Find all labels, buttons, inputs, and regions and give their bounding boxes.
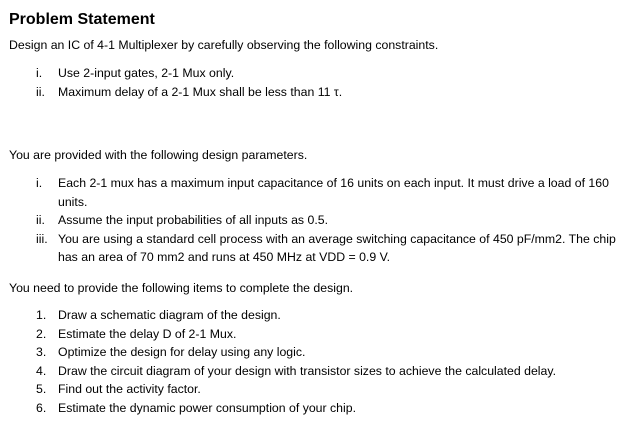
- list-marker: i.: [36, 176, 43, 190]
- list-marker: 1.: [36, 308, 47, 322]
- list-marker: iii.: [36, 231, 48, 246]
- list-item-text: Use 2-input gates, 2-1 Mux only.: [58, 66, 235, 80]
- constraints-list: [0, 64, 628, 101]
- list-item: [0, 211, 628, 230]
- list-item: [0, 230, 628, 267]
- intro-paragraph: Design an IC of 4-1 Multiplexer by carefully observing the following constraints.: [9, 38, 439, 52]
- list-item: [0, 380, 628, 399]
- page-title: Problem Statement: [9, 11, 155, 28]
- list-item: [0, 362, 628, 381]
- list-item: [0, 64, 628, 83]
- list-item-text: Optimize the design for delay using any logic.: [58, 345, 306, 360]
- list-item-text: Draw a schematic diagram of the design.: [58, 308, 281, 322]
- deliverables-list: [0, 306, 628, 418]
- list-item: [0, 83, 628, 102]
- list-marker: ii.: [36, 84, 45, 99]
- list-item-text: Find out the activity factor.: [58, 382, 201, 397]
- list-item: [0, 306, 628, 325]
- list-marker: 3.: [36, 345, 47, 360]
- list-item: [0, 343, 628, 362]
- list-marker: i.: [36, 66, 43, 80]
- list-item: [0, 174, 628, 211]
- list-item-text: Draw the circuit diagram of your design with transistor sizes to achieve the calculated delay.: [58, 363, 557, 378]
- list-item-text: Estimate the delay D of 2-1 Mux.: [58, 326, 237, 341]
- list-item: [0, 325, 628, 344]
- list-item-text: Assume the input probabilities of all inputs as 0.5.: [58, 213, 329, 228]
- list-marker: 4.: [36, 363, 47, 378]
- list-item-text: Each 2-1 mux has a maximum input capacitance of 16 units on each input. It must drive a load of 160 units.: [58, 176, 609, 209]
- list-marker: 5.: [36, 382, 47, 397]
- params-intro: You are provided with the following design parameters.: [9, 148, 308, 162]
- list-marker: ii.: [36, 213, 45, 228]
- list-marker: 6.: [36, 400, 47, 415]
- list-item-text: Maximum delay of a 2-1 Mux shall be less than 11 τ.: [58, 84, 343, 99]
- list-item: [0, 399, 628, 418]
- parameters-list: [0, 174, 628, 267]
- list-marker: 2.: [36, 326, 47, 341]
- list-item-text: Estimate the dynamic power consumption of your chip.: [58, 400, 357, 415]
- list-item-text: You are using a standard cell process with an average switching capacitance of 450 pF/mm2. The chip has an area of 70 mm2 and runs at 450 MHz at VDD = 0.9 V.: [58, 231, 616, 265]
- items-intro: You need to provide the following items to complete the design.: [9, 281, 354, 295]
